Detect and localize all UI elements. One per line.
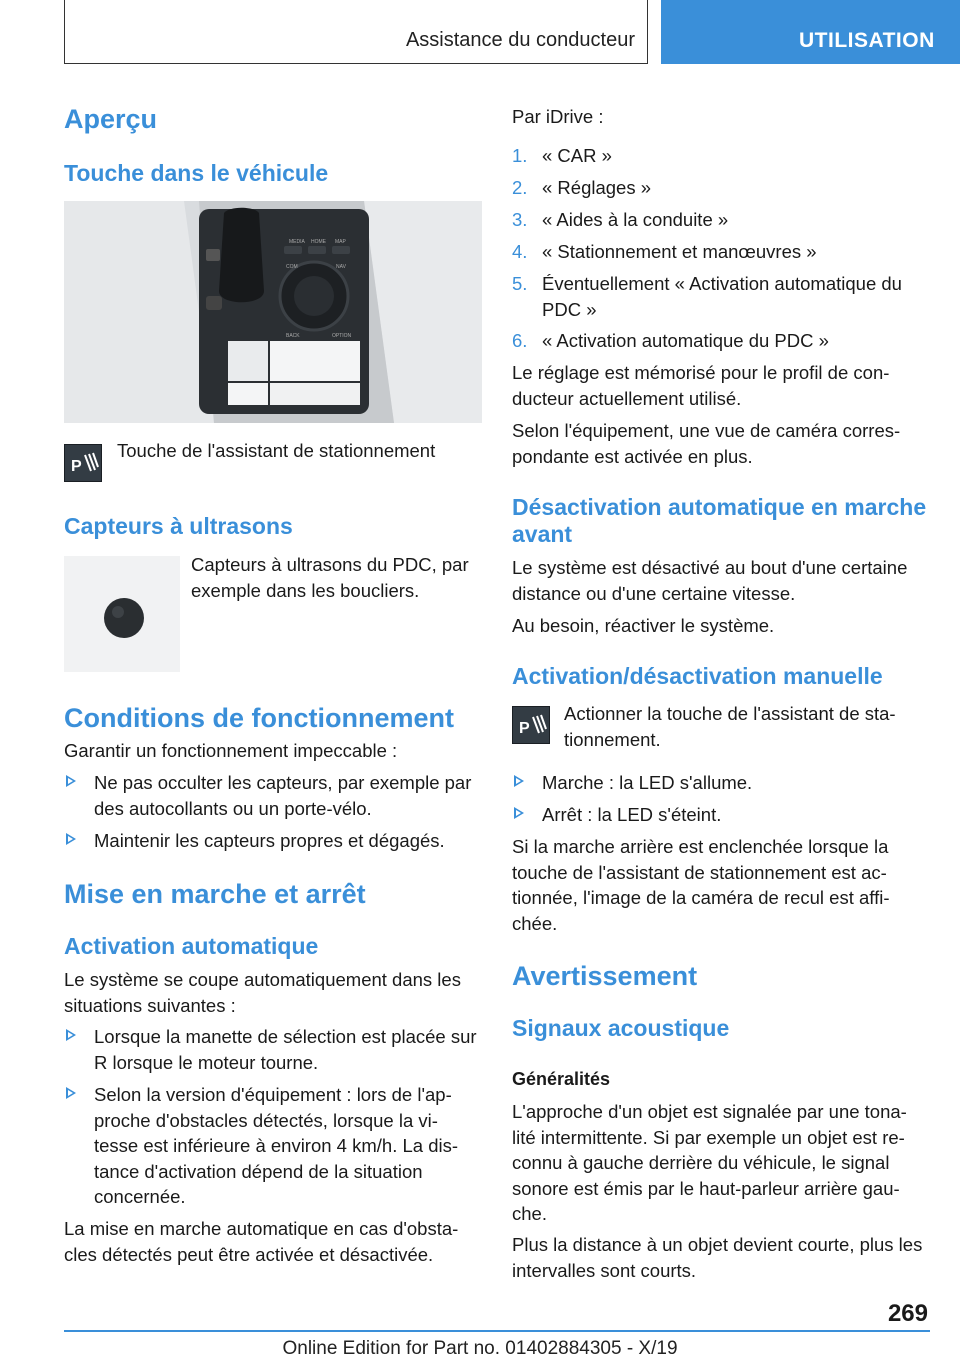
label-back: BACK <box>286 333 300 339</box>
triangle-bullet-icon <box>66 833 76 845</box>
ultrasonic-sensor-illustration <box>64 556 180 672</box>
parking-assistant-icon <box>64 444 102 482</box>
pdc-button-icon <box>206 249 220 261</box>
heading-desactivation: Désactivation automatique en marche avant <box>512 494 927 547</box>
p-marche-arriere: Si la marche arrière est enclenchée lorsque la touche de l'assistant de stationnement est ac-tionnée, l'image de la caméra de recul est affi-chée. <box>512 836 890 934</box>
heading-avertissement: Avertissement <box>512 961 698 991</box>
p-idrive: Par iDrive : <box>512 106 604 127</box>
caption-capteurs: Capteurs à ultrasons du PDC, par exemple dans les boucliers. <box>191 554 469 601</box>
heading-signaux: Signaux acoustique <box>512 1015 730 1041</box>
header-section-title: Assistance du conducteur <box>405 29 635 51</box>
heading-manuelle: Activation/désactivation manuelle <box>512 663 883 689</box>
header-frame <box>64 0 648 64</box>
bullet-manuelle-2: Arrêt : la LED s'éteint. <box>512 802 930 828</box>
center-console-illustration <box>64 201 482 423</box>
triangle-bullet-icon <box>66 775 76 787</box>
step-1: 1. « CAR » <box>512 145 612 166</box>
p-actionner: Actionner la touche de l'assistant de sta-tionnement. <box>564 703 896 750</box>
heading-activation-auto: Activation automatique <box>64 933 319 959</box>
heading-conditions: Conditions de fonctionnement <box>64 703 454 733</box>
p-reglage: Le réglage est mémorisé pour le profil de con-ducteur actuellement utilisé. <box>512 362 890 409</box>
bullet-activation-1: Lorsque la manette de sélection est placée sur R lorsque le moteur tourne. <box>64 1024 482 1075</box>
step-5: 5. Éventuellement « Activation automatique du PDC » <box>512 273 902 320</box>
svg-text:P: P <box>71 458 82 475</box>
triangle-bullet-icon <box>66 1029 76 1041</box>
p-activation: Le système se coupe automatiquement dans les situations suivantes : <box>64 969 461 1016</box>
label-nav: NAV <box>336 264 346 270</box>
footer-divider <box>64 1330 930 1332</box>
step-6: 6. « Activation automatique du PDC » <box>512 330 829 351</box>
p-distance: Plus la distance à un objet devient courte, plus les intervalles sont courts. <box>512 1234 923 1281</box>
header-chapter-tab: UTILISATION <box>661 0 960 64</box>
bullet-conditions-1: Ne pas occulter les capteurs, par exemple par des autocollants ou un porte-vélo. <box>64 770 482 821</box>
svg-text:P: P <box>519 720 530 737</box>
label-home: HOME <box>311 239 326 245</box>
parking-assistant-icon <box>512 706 550 744</box>
heading-capteurs: Capteurs à ultrasons <box>64 513 293 539</box>
heading-generalites: Généralités <box>512 1069 611 1089</box>
heading-apercu: Aperçu <box>64 104 158 134</box>
bullet-manuelle-1: Marche : la LED s'allume. <box>512 770 930 796</box>
caption-touche: Touche de l'assistant de stationnement <box>117 440 436 461</box>
p-generalites: L'approche d'un objet est signalée par une tona-lité intermittente. Si par exemple un objet est re-connu à gauche derrière du véhicule, le signal sonore est émis par le haut-parleur arrière gau-che. <box>512 1101 907 1224</box>
bullet-activation-2: Selon la version d'équipement : lors de l'ap-proche d'obstacles détectés, lorsque la vi-tesse est inférieure à environ 4 km/h. La dis-tance d'activation dépend de la situation concernée. <box>64 1082 482 1210</box>
p-conditions: Garantir un fonctionnement impeccable : <box>64 740 398 761</box>
triangle-bullet-icon <box>514 775 524 787</box>
p-desactivation: Le système est désactivé au bout d'une certaine distance ou d'une certaine vitesse. <box>512 557 908 604</box>
step-3: 3. « Aides à la conduite » <box>512 209 729 230</box>
label-option: OPTION <box>332 333 352 339</box>
label-com: COM <box>286 264 298 270</box>
step-4: 4. « Stationnement et manœuvres » <box>512 241 817 262</box>
p-camera: Selon l'équipement, une vue de caméra corres-pondante est activée en plus. <box>512 420 901 467</box>
step-2: 2. « Réglages » <box>512 177 652 198</box>
bullet-conditions-2: Maintenir les capteurs propres et dégagés. <box>64 828 482 854</box>
heading-mise-en-marche: Mise en marche et arrêt <box>64 879 366 909</box>
triangle-bullet-icon <box>66 1087 76 1099</box>
label-map: MAP <box>335 239 346 245</box>
label-media: MEDIA <box>289 239 305 245</box>
page-number: 269 <box>887 1300 928 1327</box>
p-reactiver: Au besoin, réactiver le système. <box>512 615 775 636</box>
footer-edition: Online Edition for Part no. 01402884305 - X/19 <box>282 1338 678 1359</box>
heading-touche-vehicule: Touche dans le véhicule <box>64 160 329 186</box>
triangle-bullet-icon <box>514 807 524 819</box>
p-activation-2: La mise en marche automatique en cas d'obsta-cles détectés peut être activée et désactivée. <box>64 1218 459 1265</box>
